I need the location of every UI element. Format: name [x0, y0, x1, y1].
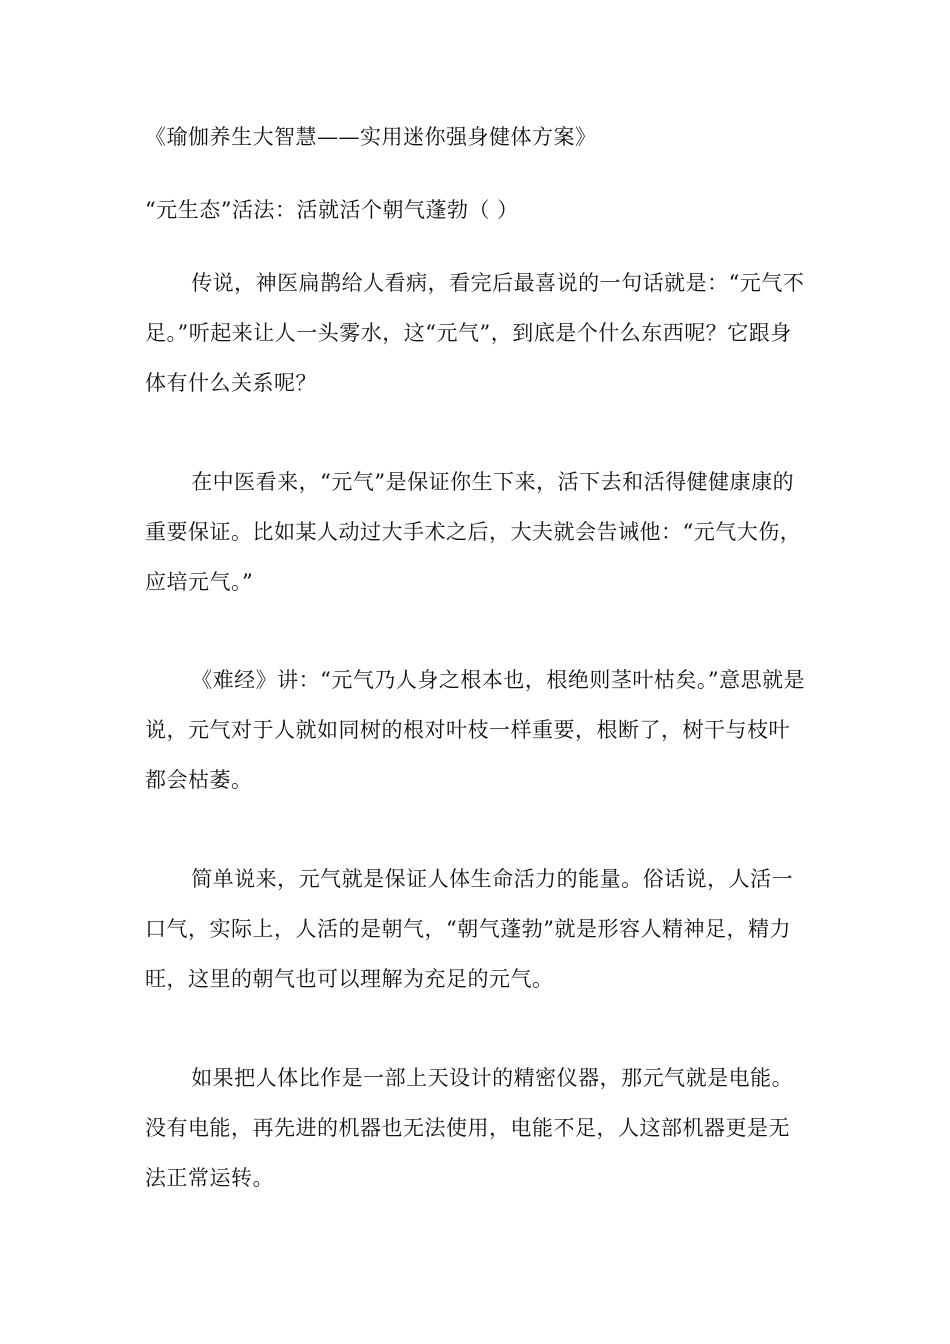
paragraph: 简单说来，元气就是保证人体生命活力的能量。俗话说，人活一口气，实际上，人活的是朝气，“朝气蓬勃”就是形容人精神足，精力旺，这里的朝气也可以理解为充足的元气。 [145, 867, 794, 991]
paragraph: 传说，神医扁鹊给人看病，看完后最喜说的一句话就是：“元气不足。”听起来让人一头雾水，这“元气”，到底是个什么东西呢？它跟身体有什么关系呢？ [145, 271, 805, 395]
section-heading: “元生态”活法：活就活个朝气蓬勃（ ） [145, 198, 519, 222]
paragraph: 《难经》讲：“元气乃人身之根本也，根绝则茎叶枯矣。”意思就是说，元气对于人就如同树的根对叶枝一样重要，根断了，树干与枝叶都会枯萎。 [145, 668, 806, 792]
document-title: 《瑜伽养生大智慧——实用迷你强身健体方案》 [145, 125, 597, 149]
paragraph: 在中医看来，“元气”是保证你生下来，活下去和活得健健康康的重要保证。比如某人动过大手术之后，大夫就会告诫他：“元气大伤，应培元气。” [145, 470, 802, 594]
paragraph: 如果把人体比作是一部上天设计的精密仪器，那元气就是电能。没有电能，再先进的机器也无法使用，电能不足，人这部机器更是无法正常运转。 [145, 1066, 794, 1190]
